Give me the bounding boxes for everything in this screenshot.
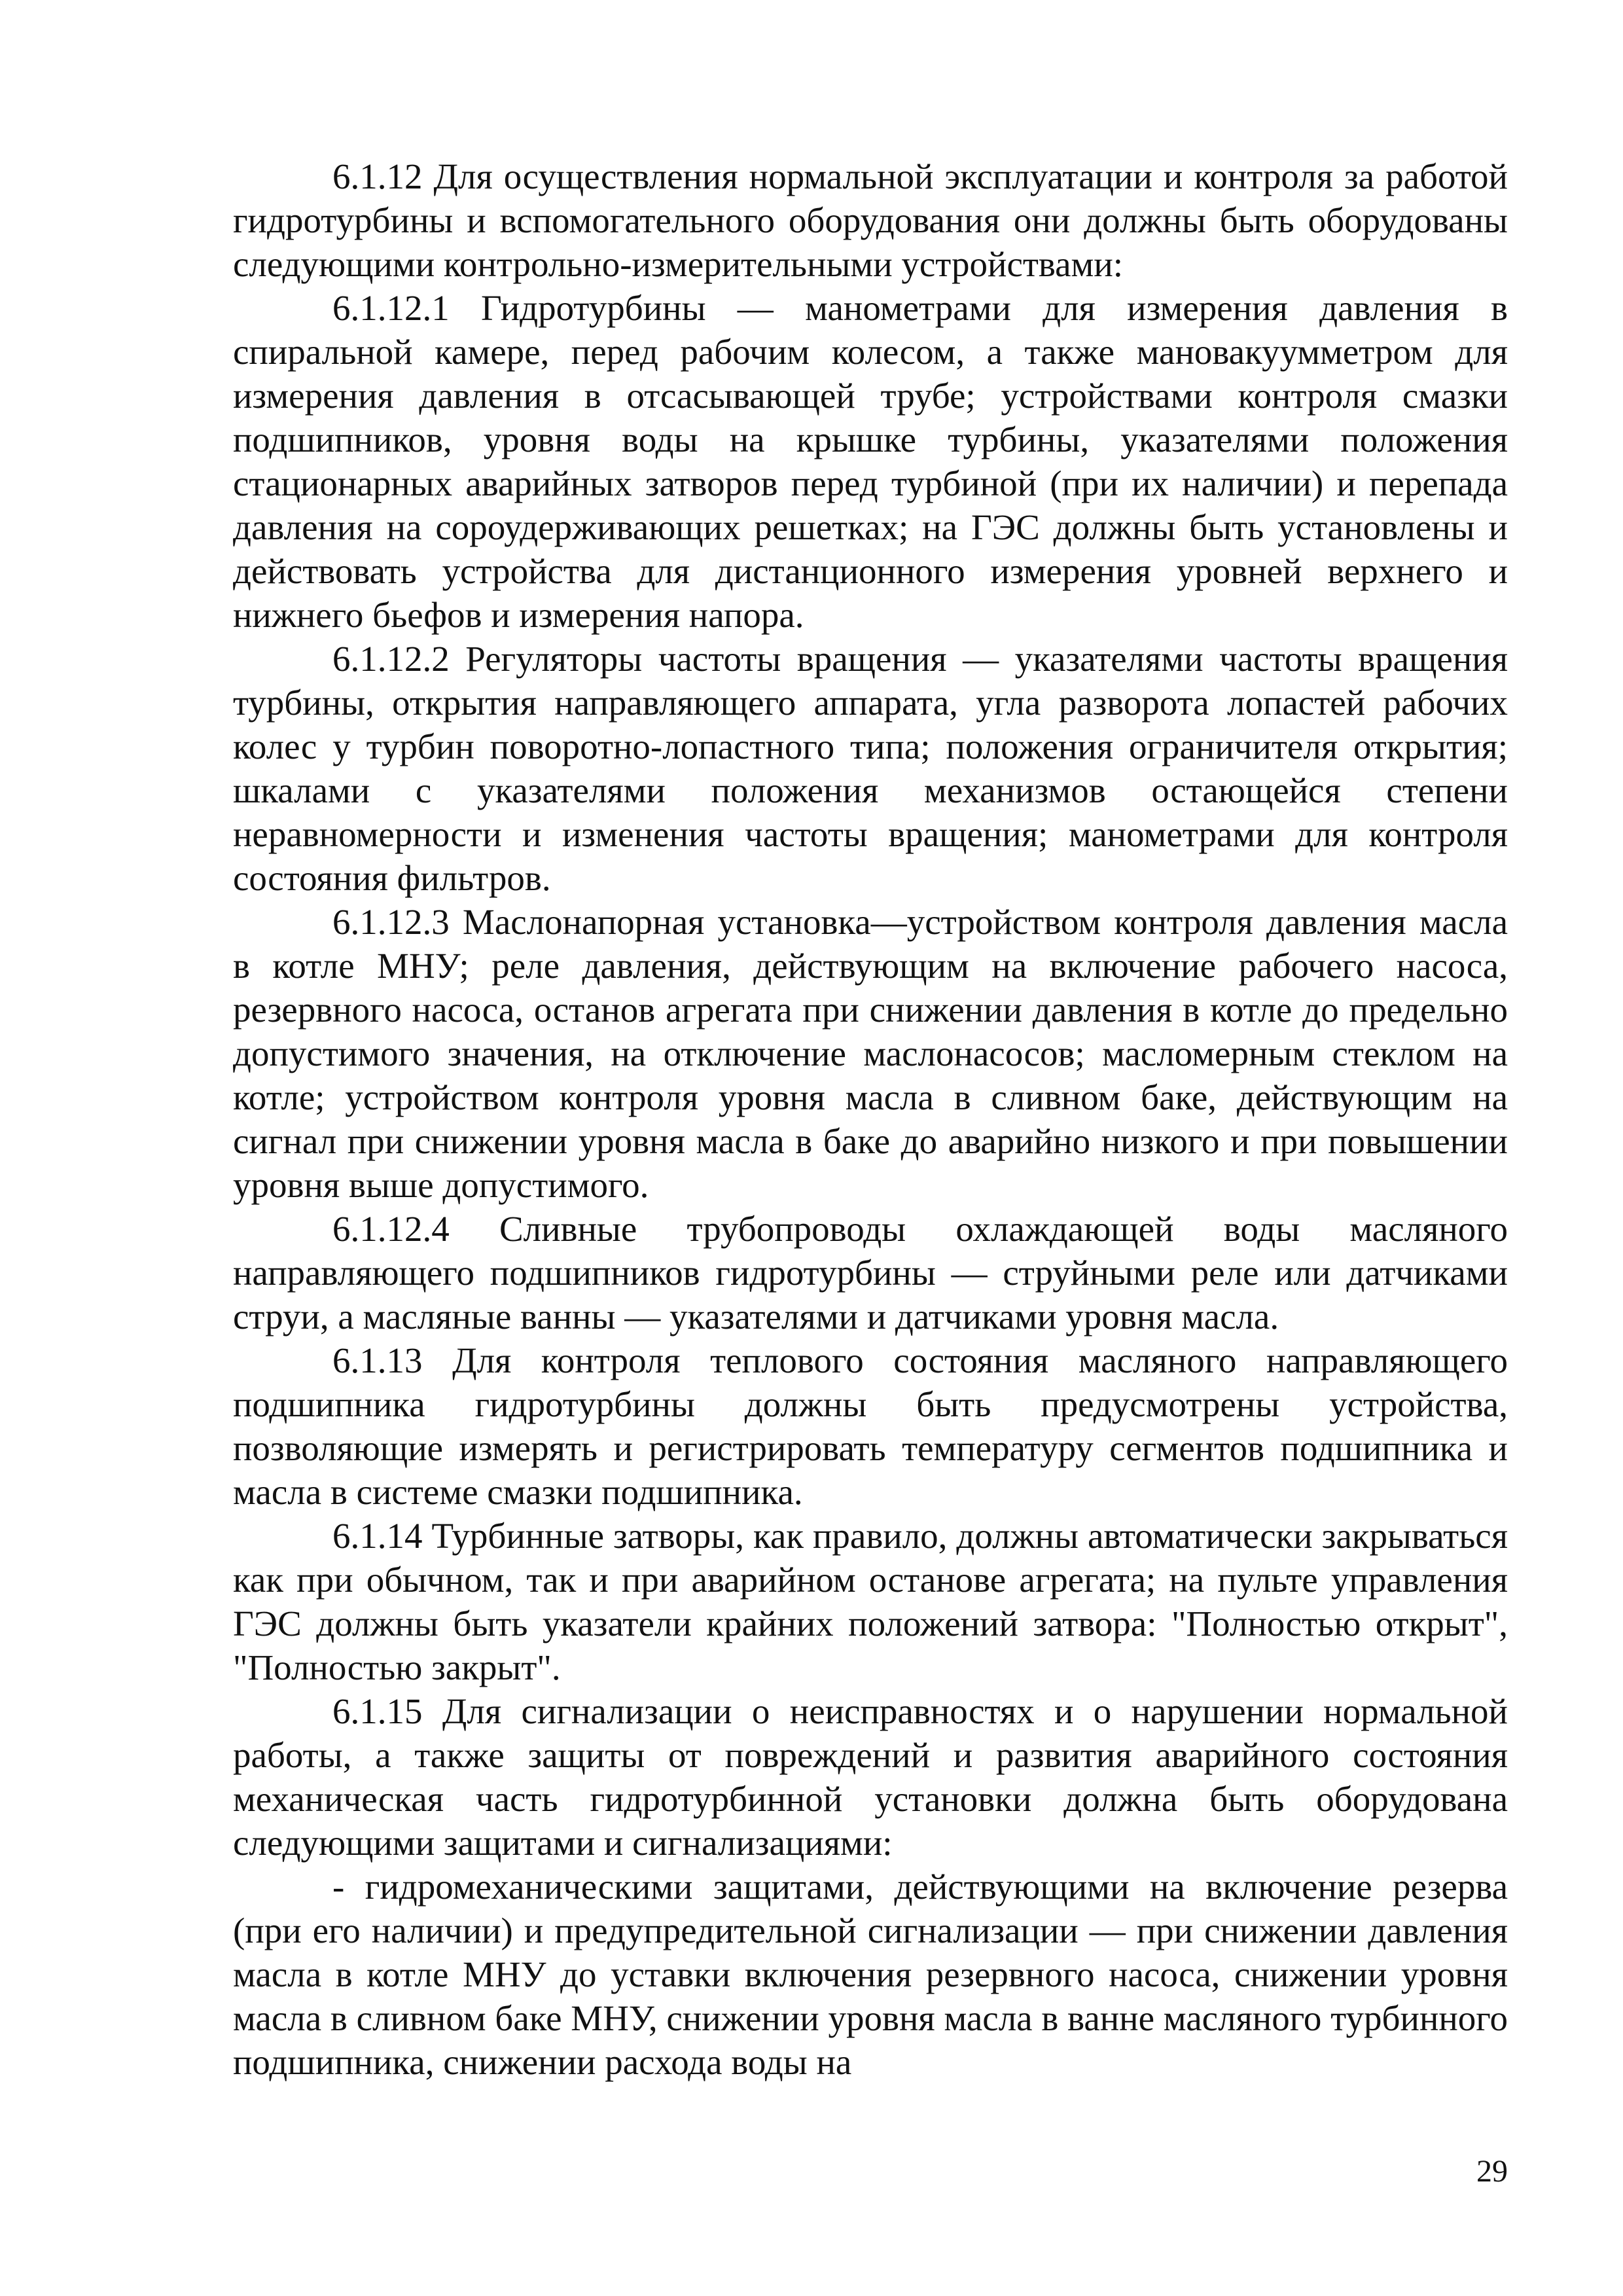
page-number: 29 bbox=[1476, 2154, 1508, 2189]
paragraph-6-1-13: 6.1.13 Для контроля теплового состояния масляного направляющего подшипника гидротурбины должны быть предусмотрены устройства, позволяющие измерять и регистрировать температуру сегментов подшипника и масла в системе смазки подшипника. bbox=[233, 1340, 1508, 1512]
paragraph-6-1-12: 6.1.12 Для осуществления нормальной эксплуатации и контроля за работой гидротурбины и вспомогательного оборудования они должны быть оборудованы следующими контрольно-измерительными устройствами: bbox=[233, 156, 1508, 284]
paragraph-6-1-12-1: 6.1.12.1 Гидротурбины — манометрами для измерения давления в спиральной камере, перед рабочим колесом, а также мановакуумметром для измерения давления в отсасывающей трубе; устройствами контроля смазки подшипников, уровня воды на крышке турбины, указателями положения стационарных аварийных затворов перед турбиной (при их наличии) и перепада давления на сороудерживающих решетках; на ГЭС должны быть установлены и действовать устройства для дистанционного измерения уровней верхнего и нижнего бьефов и измерения напора. bbox=[233, 288, 1508, 635]
body-text bbox=[233, 154, 1508, 2084]
paragraph-6-1-12-2: 6.1.12.2 Регуляторы частоты вращения — указателями частоты вращения турбины, открытия направляющего аппарата, угла разворота лопастей рабочих колес у турбин поворотно-лопастного типа; положения ограничителя открытия; шкалами с указателями положения механизмов остающейся степени неравномерности и изменения частоты вращения; манометрами для контроля состояния фильтров. bbox=[233, 639, 1508, 898]
paragraph-6-1-14: 6.1.14 Турбинные затворы, как правило, должны автоматически закрываться как при обычном, так и при аварийном останове агрегата; на пульте управления ГЭС должны быть указатели крайних положений затвора: "Полностью открыт", "Полностью закрыт". bbox=[233, 1516, 1508, 1687]
paragraph-6-1-12-3: 6.1.12.3 Маслонапорная установка—устройством контроля давления масла в котле МНУ; реле давления, действующим на включение рабочего насоса, резервного насоса, останов агрегата при снижении давления в котле до предельно допустимого значения, на отключение маслонасосов; масломерным стеклом на котле; устройством контроля уровня масла в сливном баке, действующим на сигнал при снижении уровня масла в баке до аварийно низкого и при повышении уровня выше допустимого. bbox=[233, 902, 1508, 1205]
paragraph-6-1-15: 6.1.15 Для сигнализации о неисправностях и о нарушении нормальной работы, а также защиты от повреждений и развития аварийного состояния механическая часть гидротурбинной установки должна быть оборудована следующими защитами и сигнализациями: bbox=[233, 1691, 1508, 1863]
paragraph-6-1-12-4: 6.1.12.4 Сливные трубопроводы охлаждающей воды масляного направляющего подшипников гидротурбины — струйными реле или датчиками струи, а масляные ванны — указателями и датчиками уровня масла. bbox=[233, 1209, 1508, 1336]
paragraph-list-item: - гидромеханическими защитами, действующими на включение резерва (при его наличии) и предупредительной сигнализации — при снижении давления масла в котле МНУ до уставки включения резервного насоса, снижении уровня масла в сливном баке МНУ, снижении уровня масла в ванне масляного турбинного подшипника, снижении расхода воды на bbox=[233, 1867, 1508, 2082]
